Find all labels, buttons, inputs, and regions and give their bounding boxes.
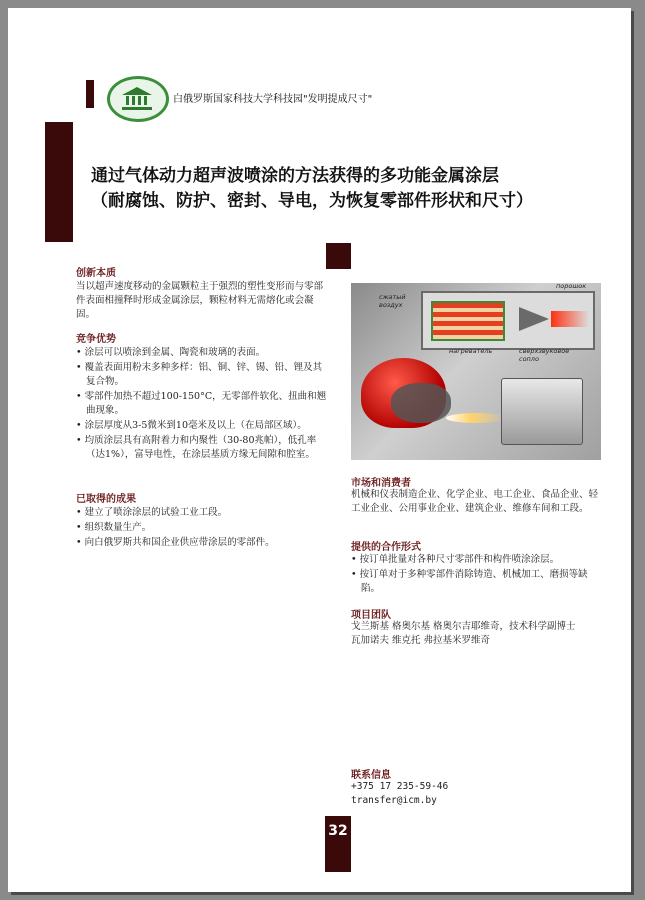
contact-info [351, 780, 448, 808]
label-air: сжатый воздух [379, 293, 406, 309]
label-heater: нагреватель [449, 347, 493, 355]
nozzle-diagram [421, 291, 595, 350]
particle-jet [551, 311, 589, 327]
page-number: 32 [325, 816, 351, 872]
page-title [91, 164, 571, 214]
market-heading: 市场和消费者 [351, 478, 411, 489]
header-organization: 白俄罗斯国家科技大学科技园"发明提成尺寸" [173, 94, 373, 105]
header-accent-bar [86, 80, 94, 108]
spray-process-image [351, 283, 601, 460]
list-item: • 建立了喷涂涂层的试验工业工段。 [76, 506, 331, 520]
list-item: • 涂层可以喷涂到金属、陶瓷和玻璃的表面。 [76, 346, 331, 360]
right-column-block [326, 243, 351, 269]
list-item: • 组织数量生产。 [76, 521, 331, 535]
spray-machine [501, 378, 583, 445]
list-item: • 按订单批量对各种尺寸零部件和构件喷涂涂层。 [351, 553, 606, 567]
list-item: • 均质涂层具有高附着力和内聚性（30-80兆帕），低孔率（达1%），富导电性，在涂层基质方缘无间隙和腔室。 [76, 434, 331, 462]
advantages-list [76, 346, 331, 463]
essence-heading: 创新本质 [76, 268, 116, 279]
team-member: 戈兰斯基 格奥尔基 格奥尔吉耶维奇，技术科学副博士 [351, 621, 576, 632]
team-members [351, 620, 606, 648]
contact-email[interactable]: transfer@icm.by [351, 795, 437, 806]
list-item: • 涂层厚度从3-5微米到10毫米及以上（在局部区域）。 [76, 419, 331, 433]
title-side-bar [45, 122, 73, 242]
advantages-heading: 竞争优势 [76, 334, 116, 345]
results-heading: 已取得的成果 [76, 494, 136, 505]
spray-flame [446, 413, 506, 423]
list-item: • 覆盖表面用粉末多种多样：铝、铜、锌、锡、铅、锂及其复合物。 [76, 361, 331, 389]
market-text: 机械和仪表制造企业、化学企业、电工企业、食品企业、轻工业企业、公用事业企业、建筑企业、维修车间和工段。 [351, 489, 599, 514]
team-heading: 项目团队 [351, 610, 391, 621]
title-line-2: （耐腐蚀、防护、密封、导电，为恢复零部件形状和尺寸） [91, 191, 533, 211]
heater-element [431, 301, 505, 341]
contact-phone: +375 17 235-59-46 [351, 781, 449, 792]
list-item: • 零部件加热不超过100-150°C，无零部件软化、扭曲和翘曲现象。 [76, 390, 331, 418]
essence-text: 当以超声速度移动的金属颗粒主于强烈的塑性变形而与零部件表面相撞释时形成金属涂层，颗粒材料无需熔化或会凝固。 [76, 281, 324, 320]
university-building-icon [107, 76, 169, 122]
list-item: • 向白俄罗斯共和国企业供应带涂层的零部件。 [76, 536, 331, 550]
label-nozzle: сверхзвуковое сопло [519, 347, 570, 363]
document-page [8, 8, 631, 892]
title-line-1: 通过气体动力超声波喷涂的方法获得的多功能金属涂层 [91, 166, 499, 186]
contact-heading: 联系信息 [351, 770, 391, 781]
cooperation-heading: 提供的合作形式 [351, 542, 421, 553]
team-member: 瓦加诺夫 维克托 弗拉基米罗维奇 [351, 635, 491, 646]
label-powder: порошок [556, 283, 587, 290]
results-list [76, 506, 331, 551]
helmet-visor [391, 383, 451, 423]
cooperation-list [351, 553, 606, 597]
list-item: • 按订单对于多种零部件消除铸造、机械加工、磨损等缺陷。 [351, 568, 606, 596]
supersonic-nozzle [519, 307, 549, 331]
